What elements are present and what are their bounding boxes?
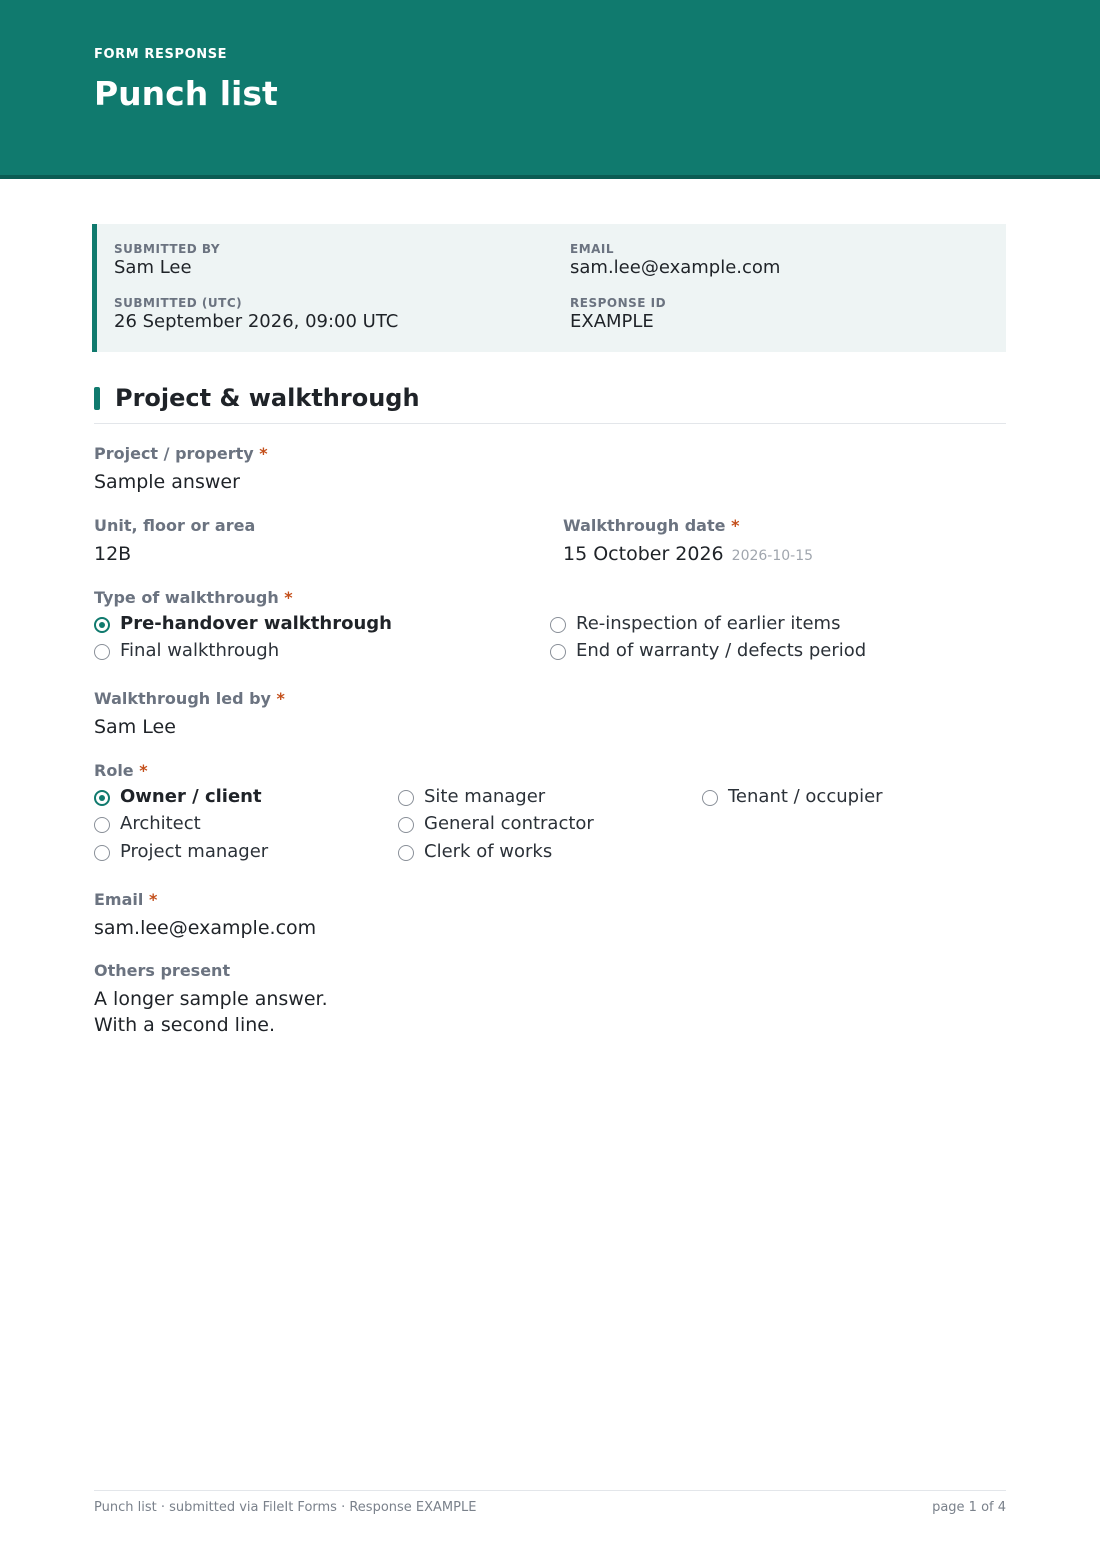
field-email-value: sam.lee@example.com — [94, 917, 317, 939]
field-role — [94, 761, 148, 780]
field-led-by-value: Sam Lee — [94, 716, 176, 738]
radio-option-label: Architect — [120, 813, 201, 834]
footer-info: Punch list · submitted via FileIt Forms · Response EXAMPLE — [94, 1500, 477, 1515]
meta-email-value: sam.lee@example.com — [570, 257, 781, 278]
field-date-value: 15 October 2026 — [563, 543, 724, 565]
required-marker: * — [731, 516, 740, 535]
radio-option-label: General contractor — [424, 813, 594, 834]
meta-submitted-label: SUBMITTED (UTC) — [114, 296, 243, 310]
field-others-present — [94, 961, 328, 1038]
field-led-by-label: Walkthrough led by — [94, 689, 271, 708]
radio-option-label: Site manager — [424, 786, 546, 807]
field-date-label: Walkthrough date — [563, 516, 726, 535]
required-marker: * — [284, 588, 293, 607]
field-unit-value: 12B — [94, 543, 132, 565]
field-type-label: Type of walkthrough — [94, 588, 279, 607]
meta-email-label: EMAIL — [570, 242, 615, 256]
page-footer — [94, 1490, 1006, 1515]
form-header — [0, 0, 1100, 179]
meta-submitted — [114, 296, 398, 332]
field-label — [94, 689, 285, 708]
radio-unselected-icon — [702, 790, 718, 806]
radio-option-label: Tenant / occupier — [728, 786, 883, 807]
radio-option-label: Clerk of works — [424, 841, 553, 862]
meta-submitted-value: 26 September 2026, 09:00 UTC — [114, 311, 399, 332]
radio-option-label: Pre-handover walkthrough — [120, 613, 392, 634]
radio-selected-icon — [94, 617, 110, 633]
meta-response-id — [570, 296, 666, 332]
page-number: page 1 of 4 — [932, 1500, 1006, 1515]
meta-response-id-label: RESPONSE ID — [570, 296, 667, 310]
field-date — [563, 516, 813, 565]
radio-option-label: Re-inspection of earlier items — [576, 613, 841, 634]
field-label — [94, 588, 293, 607]
radio-unselected-icon — [94, 845, 110, 861]
field-label — [94, 761, 148, 780]
radio-unselected-icon — [550, 644, 566, 660]
required-marker: * — [259, 444, 268, 463]
section-accent-bar — [94, 387, 100, 410]
field-project-value: Sample answer — [94, 471, 240, 493]
field-label — [563, 516, 813, 535]
field-date-value-row — [563, 543, 813, 565]
meta-submitted-by-value: Sam Lee — [114, 257, 192, 278]
field-label — [94, 890, 316, 909]
header-eyebrow: FORM RESPONSE — [94, 47, 228, 62]
radio-option-label: Final walkthrough — [120, 640, 280, 661]
field-type — [94, 588, 293, 607]
field-unit-label: Unit, floor or area — [94, 516, 256, 535]
radio-option-label: End of warranty / defects period — [576, 640, 867, 661]
section-title: Project & walkthrough — [115, 384, 420, 412]
field-project-label: Project / property — [94, 444, 254, 463]
field-date-iso: 2026-10-15 — [731, 548, 814, 564]
radio-unselected-icon — [550, 617, 566, 633]
radio-unselected-icon — [398, 790, 414, 806]
required-marker: * — [276, 689, 285, 708]
field-others-value — [94, 986, 328, 1038]
radio-unselected-icon — [398, 845, 414, 861]
field-label — [94, 444, 268, 463]
field-others-line-1: A longer sample answer. — [94, 988, 328, 1010]
field-email — [94, 890, 316, 939]
radio-option-label: Project manager — [120, 841, 269, 862]
meta-email — [570, 242, 780, 278]
radio-unselected-icon — [94, 644, 110, 660]
radio-selected-icon — [94, 790, 110, 806]
field-project — [94, 444, 268, 493]
required-marker: * — [139, 761, 148, 780]
submission-meta-panel — [92, 224, 1006, 352]
field-others-label: Others present — [94, 961, 231, 980]
section-heading — [94, 384, 1006, 424]
radio-option-label: Owner / client — [120, 786, 262, 807]
field-others-line-2: With a second line. — [94, 1014, 275, 1036]
radio-unselected-icon — [398, 817, 414, 833]
radio-unselected-icon — [94, 817, 110, 833]
field-role-label: Role — [94, 761, 134, 780]
field-led-by — [94, 689, 285, 738]
page-title: Punch list — [94, 74, 278, 113]
meta-submitted-by — [114, 242, 220, 278]
meta-submitted-by-label: SUBMITTED BY — [114, 242, 221, 256]
field-unit — [94, 516, 255, 565]
meta-response-id-value: EXAMPLE — [570, 311, 654, 332]
field-email-label: Email — [94, 890, 144, 909]
required-marker: * — [148, 890, 158, 909]
